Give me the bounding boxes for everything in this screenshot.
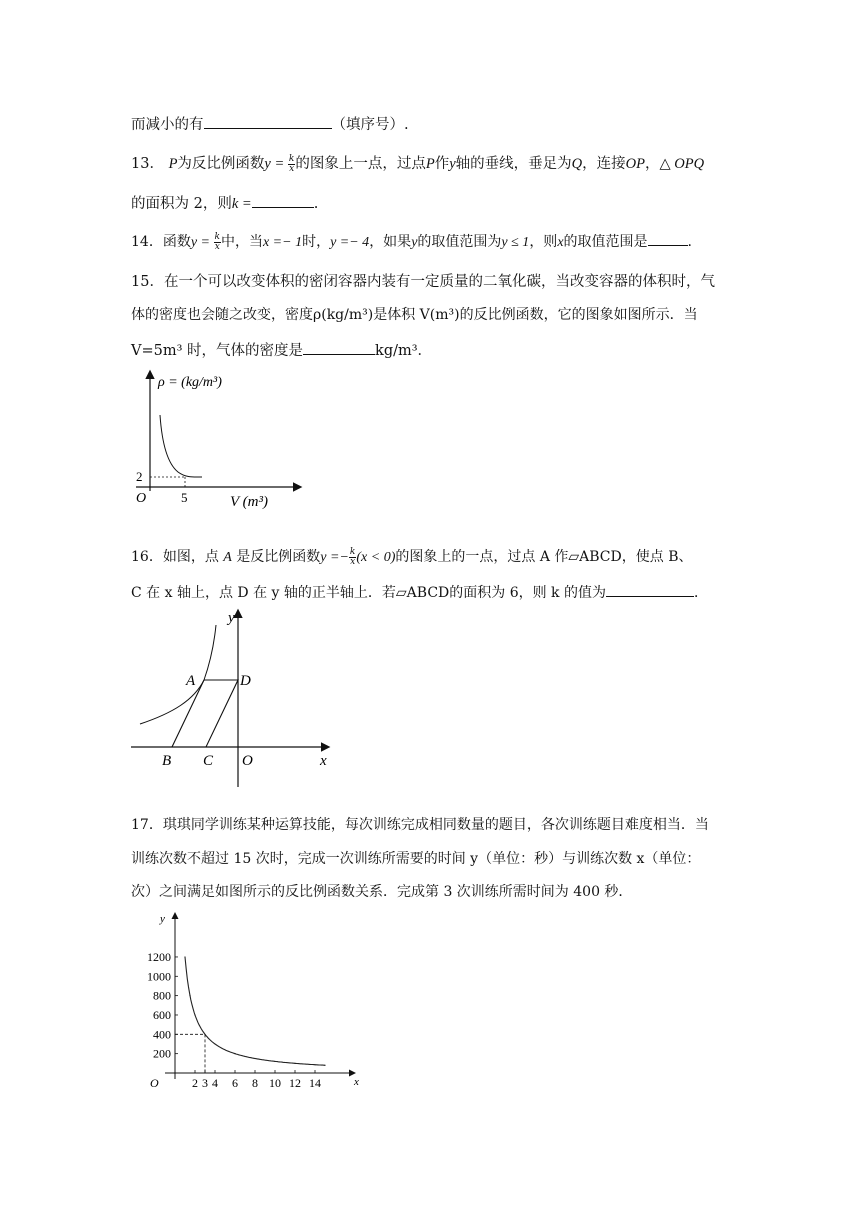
q17-x-tick-label: 3 xyxy=(202,1076,208,1090)
q16-t2: 是反比例函数 xyxy=(231,549,321,565)
q14-frac-num: k xyxy=(214,231,220,242)
q14-xv: x xyxy=(557,235,564,250)
q16-label-D: D xyxy=(240,673,251,689)
q17-y-tick-label: 200 xyxy=(153,1046,171,1061)
q15-number: 15． xyxy=(131,274,164,290)
q15-line1 xyxy=(131,270,715,291)
q15-line1-text: 在一个可以改变体积的密闭容器内装有一定质量的二氧化碳，当改变容器的体积时，气 xyxy=(163,274,715,290)
q16-line2 xyxy=(131,582,708,602)
answer-blank-q13[interactable] xyxy=(252,195,314,208)
q17-y-tick-label: 1000 xyxy=(147,969,171,984)
q16-t1: 如图，点 xyxy=(162,549,224,565)
q17-line3-text: 次）之间满足如图所示的反比例函数关系．完成第 3 次训练所需时间为 400 秒． xyxy=(131,884,633,900)
q14-fraction xyxy=(214,233,221,252)
q17-y-axis-label: y xyxy=(160,913,165,925)
q15-line3 xyxy=(131,339,432,360)
q17-y-tick-label: 800 xyxy=(153,988,171,1003)
q13-q: Q xyxy=(571,156,583,172)
q17-x-tick-label: 10 xyxy=(269,1076,281,1090)
q15-ylabel: ρ = (kg/m³) xyxy=(158,375,222,390)
q17-x-tick-label: 14 xyxy=(309,1076,321,1090)
answer-blank-q16[interactable] xyxy=(606,584,694,597)
q13-y-eq: y = xyxy=(264,156,288,172)
q17-x-tick-label: 8 xyxy=(252,1076,258,1090)
q14-line xyxy=(131,231,692,252)
q17-y-tick-label: 400 xyxy=(153,1027,171,1042)
q16-label-x: x xyxy=(320,753,327,769)
q14-frac-den: x xyxy=(214,241,220,252)
answer-blank-q14[interactable] xyxy=(648,233,688,246)
q15-line3-before: V=5m³ 时，气体的密度是 xyxy=(131,343,304,359)
q13-line1 xyxy=(131,152,704,174)
q17-x-axis-label: x xyxy=(354,1076,359,1088)
q17-line1 xyxy=(131,814,709,834)
q13-p: P xyxy=(168,156,178,172)
q13-op: OP xyxy=(625,156,645,172)
q15-ytick: 2 xyxy=(136,469,143,484)
q13-t2: 的图象上一点，过点 xyxy=(295,156,426,172)
q14-cond2: y =− 4 xyxy=(330,235,370,250)
q13-number: 13． xyxy=(131,156,164,172)
q12-text-after: （填序号）. xyxy=(331,117,409,133)
q12-tail xyxy=(131,113,409,134)
q17-data-point xyxy=(314,1064,315,1065)
q17-x-tick-label: 12 xyxy=(289,1076,301,1090)
q16-label-y: y xyxy=(228,610,235,626)
q17-line1-text: 琪琪同学训练某种运算技能，每次训练完成相同数量的题目，各次训练题目难度相当．当 xyxy=(162,817,709,833)
q16-parallelogram xyxy=(172,680,238,747)
q16-frac-num: k xyxy=(349,546,356,557)
q13-frac-num: k xyxy=(288,153,295,164)
q17-line2-text: 训练次数不超过 15 次时，完成一次训练所需要的时间 y（单位：秒）与训练次数 x（单位： xyxy=(131,851,701,867)
q17-line3 xyxy=(131,881,632,901)
q17-data-point xyxy=(194,1014,195,1015)
q14-p3: 时， xyxy=(302,234,331,250)
q15-line2 xyxy=(131,304,698,324)
q13-line2-text: 的面积为 2，则 xyxy=(131,196,232,212)
q13-p2: P xyxy=(425,156,435,172)
q16-A: A xyxy=(223,550,232,565)
q17-x-tick-label: 6 xyxy=(232,1076,238,1090)
q17-training-chart xyxy=(128,908,368,1098)
q17-data-point xyxy=(254,1058,255,1059)
q17-curve xyxy=(185,957,325,1065)
q16-t3: 的图象上的一点，过点 A 作▱ABCD，使点 B、 xyxy=(395,549,693,565)
q13-t4: 轴的垂线，垂足为 xyxy=(455,156,572,172)
q15-xlabel: V (m³) xyxy=(230,494,268,510)
q12-text-before: 而减小的有 xyxy=(131,117,204,133)
q17-data-point xyxy=(294,1063,295,1064)
q16-domain: (x < 0) xyxy=(356,550,396,565)
q14-p5: 的取值范围为 xyxy=(417,234,502,250)
q14-end: . xyxy=(687,234,692,250)
q14-p1: 函数 xyxy=(162,234,191,250)
q17-x-tick-label: 4 xyxy=(212,1076,218,1090)
q16-number: 16． xyxy=(131,549,163,565)
q13-y: y xyxy=(449,156,456,172)
q13-frac-den: x xyxy=(289,163,295,174)
q14-p2: 中，当 xyxy=(220,234,263,250)
q14-p6: ，则 xyxy=(529,234,558,250)
q15-xtick: 5 xyxy=(181,490,188,505)
q15-line2-text: 体的密度也会随之改变，密度ρ(kg/m³)是体积 V(m³)的反比例函数，它的图象如图所示．当 xyxy=(131,307,698,323)
q17-number: 17． xyxy=(131,817,163,833)
q17-data-point xyxy=(274,1061,275,1062)
q17-y-tick-label: 1200 xyxy=(147,949,171,964)
q13-k-eq: k = xyxy=(231,196,252,212)
answer-blank-q12[interactable] xyxy=(204,116,332,129)
q13-line2 xyxy=(131,192,318,213)
q14-p7: 的取值范围是 xyxy=(563,234,648,250)
q14-yv: y xyxy=(411,235,418,250)
q14-p4: ，如果 xyxy=(369,234,412,250)
q16-label-O: O xyxy=(242,753,253,769)
q17-data-point xyxy=(214,1043,215,1044)
q15-line3-after: kg/m³． xyxy=(375,343,433,359)
q16-fn: y =− xyxy=(320,550,349,565)
q13-t3: 作 xyxy=(434,156,450,172)
q13-t5: ，连接 xyxy=(582,156,626,172)
q15-density-graph xyxy=(128,366,308,516)
q13-end: . xyxy=(313,196,319,212)
q17-line2 xyxy=(131,848,700,868)
q16-label-B: B xyxy=(162,753,172,769)
q13-triangle: △ OPQ xyxy=(659,156,705,172)
q13-t6: ， xyxy=(645,156,660,172)
q16-line2-before: C 在 x 轴上，点 D 在 y 轴的正半轴上．若▱ABCD的面积为 6，则 k 的值为 xyxy=(131,585,606,601)
q14-cond1: x =− 1 xyxy=(262,235,303,250)
q17-data-point xyxy=(234,1053,235,1054)
q16-line1 xyxy=(131,546,693,567)
q16-label-C: C xyxy=(203,753,214,769)
q14-number: 14． xyxy=(131,234,163,250)
q17-x-tick-label: 2 xyxy=(192,1076,198,1090)
q17-data-point xyxy=(324,1065,325,1066)
q16-parallelogram-graph xyxy=(128,605,338,790)
q16-frac-den: x xyxy=(350,556,356,567)
q15-curve xyxy=(160,415,202,477)
q16-label-A: A xyxy=(186,673,196,689)
q17-data-point xyxy=(189,995,190,996)
q14-cond3: y ≤ 1 xyxy=(501,235,530,250)
answer-blank-q15[interactable] xyxy=(303,342,375,355)
q17-data-point xyxy=(184,956,185,957)
q16-hyperbola xyxy=(140,625,216,724)
q17-origin-label: O xyxy=(150,1076,159,1090)
q15-origin: O xyxy=(136,491,147,506)
q13-t1: 为反比例函数 xyxy=(177,156,265,172)
q17-y-tick-label: 600 xyxy=(153,1007,171,1022)
q16-line2-after: ． xyxy=(694,585,708,601)
q14-y-eq: y = xyxy=(190,235,214,250)
